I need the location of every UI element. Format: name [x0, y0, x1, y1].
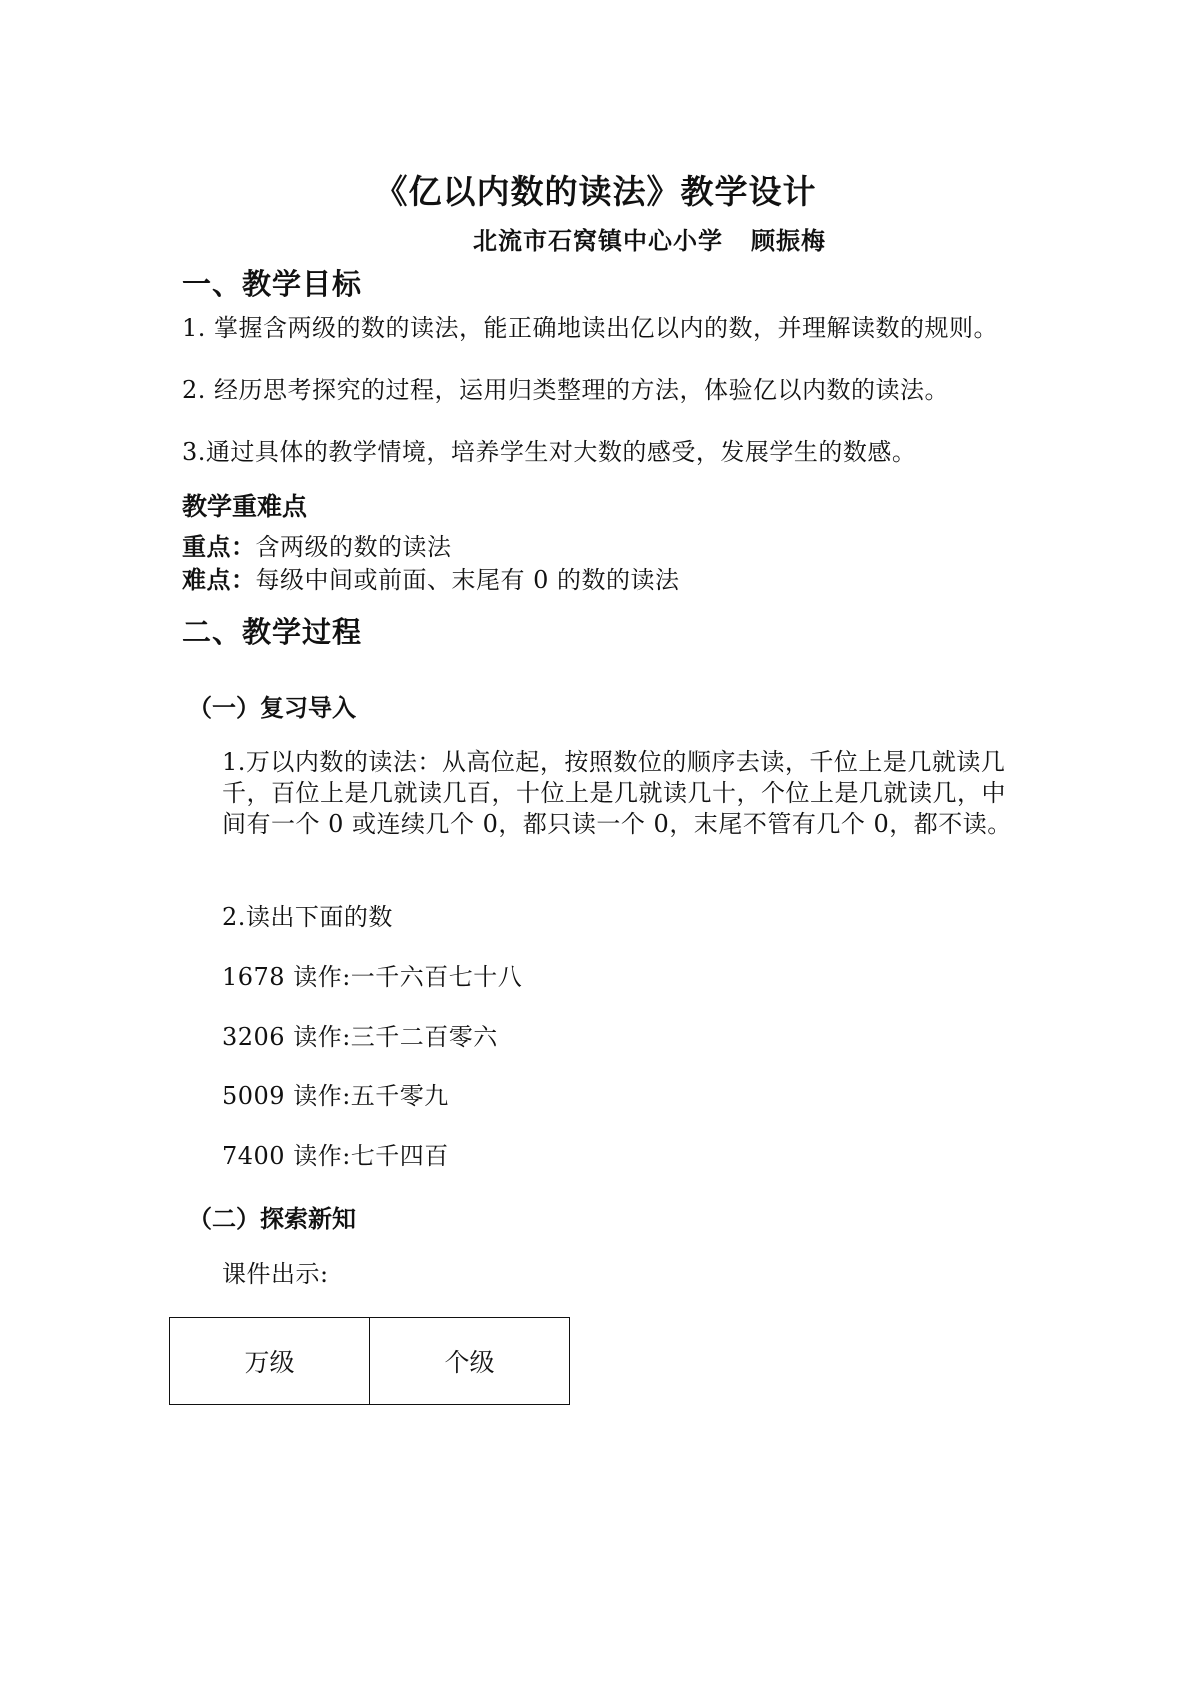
grade-table — [169, 1317, 570, 1405]
example-item-1: 1678 读作:一千六百七十八 — [222, 963, 523, 991]
difficult-point-label: 难点： — [182, 566, 256, 594]
table-cell-ge-grade: 个级 — [370, 1318, 570, 1405]
subsection-heading-review: （一）复习导入 — [188, 694, 356, 722]
table-cell-wan-grade: 万级 — [170, 1318, 370, 1405]
subsection-heading-explore: （二）探索新知 — [188, 1205, 356, 1233]
section-heading-keypoints: 教学重难点 — [182, 492, 308, 521]
goal-item-3: 3.通过具体的教学情境，培养学生对大数的感受，发展学生的数感。 — [182, 438, 917, 466]
key-point-line — [182, 532, 452, 562]
courseware-intro-text: 课件出示: — [222, 1260, 329, 1288]
example-item-3: 5009 读作:五千零九 — [222, 1082, 449, 1110]
review-rule-text: 1.万以内数的读法：从高位起，按照数位的顺序去读，千位上是几就读几千，百位上是几就读几百，十位上是几就读几十，个位上是几就读几，中间有一个 0 或连续几个 0，都只读一个 0，末尾不管有几个 0，都不读。 — [222, 748, 1012, 838]
review-task-text: 2.读出下面的数 — [222, 903, 393, 931]
key-point-text: 含两级的数的读法 — [255, 533, 452, 561]
section-heading-goals: 一、教学目标 — [182, 267, 363, 301]
document-title: 《亿以内数的读法》教学设计 — [374, 172, 817, 211]
author-line — [473, 221, 826, 256]
example-item-2: 3206 读作:三千二百零六 — [222, 1023, 498, 1051]
table-row — [170, 1318, 570, 1405]
goal-item-1: 1. 掌握含两级的数的读法，能正确地读出亿以内的数，并理解读数的规则。 — [182, 314, 999, 342]
difficult-point-line — [182, 565, 680, 595]
author-school: 北流市石窝镇中心小学 — [473, 227, 723, 255]
section-heading-process: 二、教学过程 — [182, 615, 363, 649]
author-name: 顾振梅 — [751, 227, 826, 255]
key-point-label: 重点： — [182, 533, 256, 561]
goal-item-2: 2. 经历思考探究的过程，运用归类整理的方法，体验亿以内数的读法。 — [182, 376, 950, 404]
difficult-point-text: 每级中间或前面、末尾有 0 的数的读法 — [255, 566, 680, 594]
example-item-4: 7400 读作:七千四百 — [222, 1142, 449, 1170]
